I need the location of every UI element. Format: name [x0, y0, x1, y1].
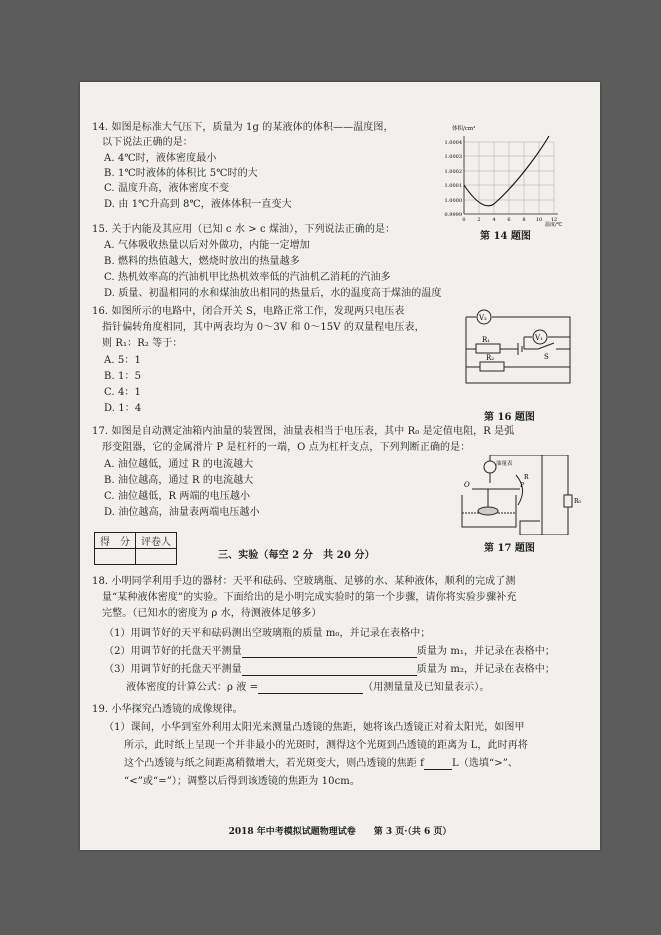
q14-xtick: 12: [550, 217, 558, 223]
q14-stem: 14. 如图是标准大气压下，质量为 1g 的某液体的体积——温度图，: [92, 122, 394, 133]
q16-r2-label: R₂: [486, 354, 495, 362]
q16-v2-label: V₂: [479, 314, 487, 322]
q19-line-3-text: 这个凸透镜与纸之间距离稍微增大，若光斑变大，则凸透镜的焦距 f: [124, 758, 424, 769]
q16-option-b: B. 1：5: [104, 371, 142, 382]
score-cell: [95, 549, 136, 565]
q14-caption: 第 14 题图: [480, 231, 531, 242]
q14-xtick: 2: [477, 217, 481, 223]
q14-ytick: 1.0000: [444, 198, 462, 204]
q17-r0-label: R₀: [574, 498, 581, 505]
q14-ytick: 1.0003: [444, 154, 462, 160]
score-table: [94, 532, 177, 565]
q14-graph-ylabel: 体积/cm³: [452, 126, 476, 132]
q16-circuit-diagram: [458, 307, 578, 395]
q17-option-d: D. 油位越高，油量表两端电压越小: [104, 507, 260, 518]
q16-option-a: A. 5：1: [104, 355, 141, 366]
q18-step-2-tail: 质量为 m₁，并记录在表格中；: [416, 646, 555, 657]
q18-formula-text: 液体密度的计算公式：ρ 液 =: [126, 682, 259, 693]
q14-option-d: D. 由 1℃升高到 8℃，液体体积一直变大: [104, 199, 292, 210]
q14-ytick: 0.9999: [444, 212, 462, 218]
q16-option-d: D. 1：4: [104, 403, 142, 414]
q18-step-3-tail: 质量为 m₂，并记录在表格中；: [416, 664, 555, 675]
q14-xtick: 10: [535, 217, 543, 223]
q14-xtick: 4: [492, 217, 496, 223]
q18-stem: 18. 小明同学利用手边的器材：天平和砝码、空玻璃瓶、足够的水、某种液体，顺利的完成了测: [92, 576, 516, 587]
q18-step-1: （1）用调节好的天平和砝码测出空玻璃瓶的质量 m₀，并记录在表格中；: [104, 628, 431, 639]
q17-option-c: C. 油位越低，R 两端的电压越小: [104, 491, 251, 502]
q19-line-2: 所示，此时纸上呈现一个并非最小的光斑时，测得这个光斑到凸透镜的距离为 L，此时再将: [124, 740, 528, 751]
q14-option-b: B. 1℃时液体的体积比 5℃时的大: [104, 168, 258, 179]
q15-option-c: C. 热机效率高的汽油机甲比热机效率低的汽油机乙消耗的汽油多: [104, 272, 391, 283]
q18-stem-3: 完整。（已知水的密度为 ρ 水，待测液体足够多）: [102, 608, 322, 619]
q14-ytick: 1.0001: [444, 183, 462, 189]
q18-step-2-blank[interactable]: [242, 647, 417, 658]
q17-oil-tank-diagram: [458, 455, 584, 535]
q16-stem-3: 则 R₁：R₂ 等于：: [102, 338, 183, 349]
q14-graph-xlabel: 温度/℃: [545, 222, 562, 227]
section-3-heading: 三、实验（每空 2 分 共 20 分）: [218, 550, 375, 561]
q19-line-1: （1）课间，小华到室外利用太阳光来测量凸透镜的焦距，她将该凸透镜正对着太阳光，如图甲: [104, 722, 525, 733]
q17-stem-2: 形变阻器，它的金属滑片 P 是杠杆的一端，O 点为杠杆支点，下列判断正确的是：: [102, 442, 471, 453]
q15-option-b: B. 燃料的热值越大，燃烧时放出的热量越多: [104, 256, 300, 267]
q17-stem: 17. 如图是自动测定油箱内油量的装置图，油量表相当于电压表，其中 R₀ 是定值电阻，R 是弧: [92, 426, 515, 437]
q18-step-3-blank[interactable]: [242, 665, 417, 676]
q16-option-c: C. 4：1: [104, 387, 141, 398]
q17-pivot-label: O: [464, 481, 470, 489]
q18-stem-2: 量“某种液体密度”的实验。下面给出的是小明完成实验时的第一个步骤，请你将实验步骤补充: [102, 592, 517, 603]
q17-option-a: A. 油位越低，通过 R 的电流越大: [104, 459, 254, 470]
q14-volume-temperature-graph: [442, 122, 562, 227]
q15-stem: 15. 关于内能及其应用（已知 c 水 > c 煤油），下列说法正确的是：: [92, 224, 396, 235]
q17-slider-label: P: [520, 482, 525, 489]
q18-step-3-text: （3）用调节好的托盘天平测量: [104, 664, 242, 675]
q14-ytick: 1.0004: [444, 140, 462, 146]
q15-option-a: A. 气体吸收热量以后对外做功，内能一定增加: [104, 240, 310, 251]
q18-step-2: [104, 646, 555, 658]
grader-cell: [136, 549, 177, 565]
q14-xtick: 6: [507, 217, 511, 223]
q19-line-3-tail: L（选填“>”、: [451, 758, 519, 769]
q16-stem: 16. 如图所示的电路中，闭合开关 S，电路正常工作，发现两只电压表: [92, 306, 405, 317]
q18-formula-tail: （用测量量及已知量表示）。: [363, 682, 490, 693]
q16-caption: 第 16 题图: [484, 412, 535, 423]
q17-caption: 第 17 题图: [484, 543, 535, 554]
score-header: 得 分: [95, 533, 136, 549]
q17-meter-label: 油量表: [496, 461, 513, 467]
q14-option-a: A. 4℃时，液体密度最小: [104, 153, 217, 164]
q18-formula: [126, 682, 489, 694]
q16-v1-label: V₁: [535, 334, 543, 342]
q18-formula-blank[interactable]: [258, 683, 363, 694]
q17-option-b: B. 油位越高，通过 R 的电流越大: [104, 475, 254, 486]
q14-xtick: 0: [462, 217, 466, 223]
q19-stem: 19. 小华探究凸透镜的成像规律。: [92, 704, 243, 715]
q14-stem-2: 以下说法正确的是：: [102, 137, 193, 148]
q17-r-label: R: [524, 474, 529, 481]
q19-line-3: [124, 758, 518, 770]
q18-step-3: [104, 664, 555, 676]
page-footer: 2018 年中考模拟试题物理试卷 第 3 页·（共 6 页）: [228, 827, 452, 837]
q16-switch-label: S: [544, 353, 549, 361]
q18-step-2-text: （2）用调节好的托盘天平测量: [104, 646, 242, 657]
q14-option-c: C. 温度升高，液体密度不变: [104, 183, 230, 194]
q14-ytick: 1.0002: [444, 169, 462, 175]
q19-focal-blank[interactable]: [424, 759, 452, 770]
q16-r1-label: R₁: [482, 336, 491, 344]
q16-stem-2: 指针偏转角度相同，其中两表均为 0～3V 和 0～15V 的双量程电压表，: [102, 322, 425, 333]
q19-line-4: “<”或“=”）；调整以后得到该透镜的焦距为 10cm。: [124, 776, 360, 787]
q14-xtick: 8: [522, 217, 526, 223]
q15-option-d: D. 质量、初温相同的水和煤油放出相同的热量后，水的温度高于煤油的温度: [104, 288, 442, 299]
grader-header: 评卷人: [136, 533, 177, 549]
exam-page: [80, 82, 600, 850]
